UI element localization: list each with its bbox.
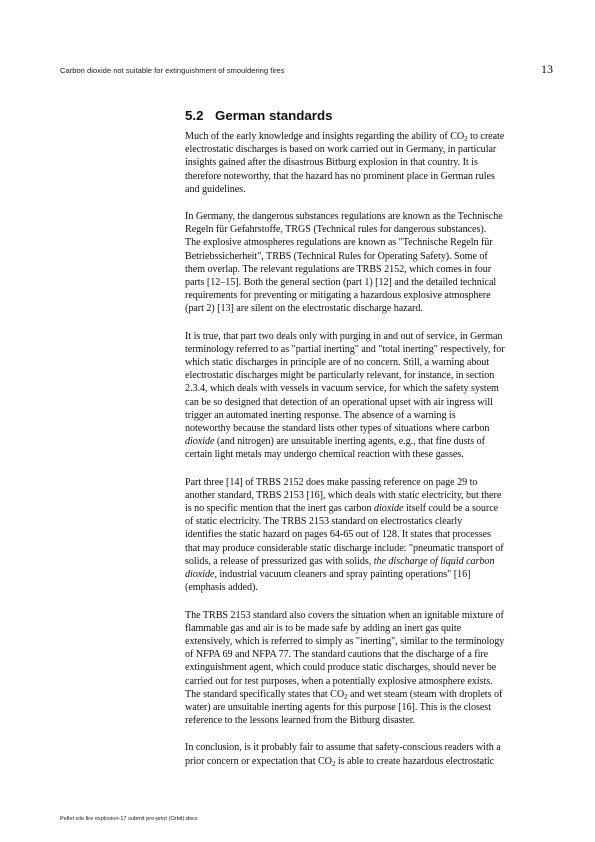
text-line: noteworthy because the standard lists other types of situations where carbon [185,423,490,435]
text-line: is no specific mention that the inert gas carbon dioxide itself could be a source [185,503,499,515]
paragraph [185,330,555,462]
paragraph [185,741,555,767]
text-line: It is true, that part two deals only with purging in and out of service, in German [185,330,503,342]
running-head: Carbon dioxide not suitable for extinguishment of smouldering fires [60,66,285,75]
page-body [185,108,555,782]
text-line: solids, a release of pressurized gas with solids, the discharge of liquid carbon [185,555,495,567]
text-line: 2.3.4, which deals with vessels in vacuum service, for which the safety system [185,383,499,395]
text-line: insights gained after the disastrous Bitburg explosion in that country. It is [185,157,478,169]
text-line: trigger an automated inerting response. The absence of a warning is [185,409,456,421]
footer-filename: Pellet silo fire explosion-17 submit pre-print (Orbit).docx [60,816,198,822]
paragraph [185,476,555,595]
text-line: requirements for preventing or mitigating a hazardous explosive atmosphere [185,290,491,302]
text-line: dioxide (and nitrogen) are unsuitable inerting agents, e.g., that fine dusts of [185,436,485,448]
text-line: The explosive atmospheres regulations are known as "Technische Regeln für [185,237,493,249]
section-heading [185,108,555,123]
text-line: water) are unsuitable inerting agents for this purpose [16]. This is the closest [185,701,491,713]
text-line: terminology referred to as "partial inerting" and "total inerting" respectively, for [185,343,505,355]
text-line: flammable gas and air is to be made safe by adding an inert gas quite [185,622,462,634]
text-line: extinguishment agent, which could produce static discharges, should never be [185,662,497,674]
text-line: Regeln für Gefahrstoffe, TRGS (Technical rules for dangerous substances). [185,224,487,236]
paragraph [185,210,555,316]
text-line: identifies the static hazard on pages 64-65 out of 128. It states that processes [185,529,491,541]
section-number: 5.2 [185,108,204,123]
text-line: parts [12–15]. Both the general section (part 1) [12] and the detailed technical [185,277,497,289]
text-line: (part 2) [13] are silent on the electrostatic discharge hazard. [185,303,423,315]
text-line: In conclusion, is it probably fair to assume that safety-conscious readers with a [185,742,501,754]
page-number: 13 [541,62,553,76]
text-line: therefore noteworthy, that the hazard has no prominent place in German rules [185,170,495,182]
text-line: that may produce considerable static discharge include: "pneumatic transport of [185,542,504,554]
text-line: Part three [14] of TRBS 2152 does make passing reference on page 29 to [185,476,478,488]
text-line: electrostatic discharges might be particularly relevant, for instance, in section [185,370,495,382]
text-line: carried out for test purposes, when a potentially explosive atmosphere exists. [185,675,493,687]
text-line: prior concern or expectation that $CO_2$ is able to create hazardous electrostatic [185,755,495,768]
text-line: them overlap. The relevant regulations are TRBS 2152, which comes in four [185,263,492,275]
text-line: reference to the lessons learned from the Bitburg disaster. [185,715,415,727]
text-line: extensively, which is referred to simply as "inerting", similar to the terminology [185,635,505,647]
text-line: The standard specifically states that $CO_2$ and wet steam (steam with droplets of [185,688,503,701]
text-line: can be so designed that detection of an operational upset with air ingress will [185,396,493,408]
text-line: another standard, TRBS 2153 [16], which deals with static electricity, but there [185,489,502,501]
text-line: Much of the early knowledge and insights regarding the ability of $CO_2$ to create [185,131,505,143]
text-line: Betriebssicherheit", TRBS (Technical Rules for Operating Safety). Some of [185,250,488,262]
text-line: dioxide, industrial vacuum cleaners and spray painting operations" [16] [185,569,471,581]
text-line: of NFPA 69 and NFPA 77. The standard cautions that the discharge of a fire [185,649,489,661]
text-line: electrostatic discharges is based on work carried out in Germany, in particular [185,144,497,156]
text-line: of static electricity. The TRBS 2153 standard on electrostatics clearly [185,516,463,528]
text-line: In Germany, the dangerous substances regulations are known as the Technische [185,211,503,223]
paragraph [185,130,555,196]
section-title: German standards [215,108,333,123]
text-line: and guidelines. [185,183,246,195]
body-paragraphs [185,130,555,768]
text-line: (emphasis added). [185,582,258,594]
text-line: The TRBS 2153 standard also covers the situation when an ignitable mixture of [185,609,504,621]
text-line: certain light metals may undergo chemical reaction with these gasses. [185,449,464,461]
paragraph [185,609,555,728]
text-line: which static discharges in principle are of no concern. Still, a warning about [185,357,490,369]
